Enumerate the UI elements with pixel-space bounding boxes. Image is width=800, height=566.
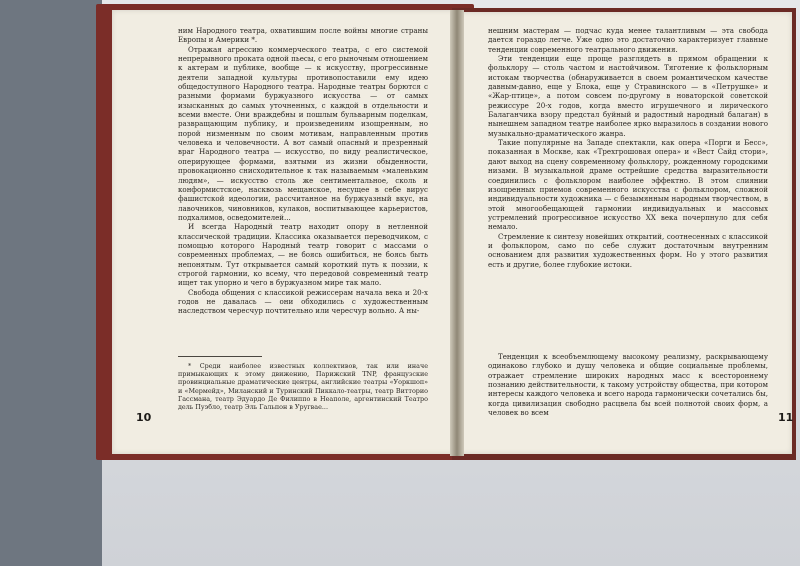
right-page-text (488, 26, 768, 269)
left-paragraph: Отражая агрессию коммерческого театра, с его системой непрерывного проката одной пьесы, с его рыночным отношением к актерам и публике, вообще — к искусству, прогрессивные деятели западной культуры противопоставили ему идею общедоступного Народного театра. Народные театры борются с разными формами буржуазного искусства — от самых изысканных до самых уточненных, с каждой в отдельности и всеми вместе. Они враждебны и пошлым бульварным поделкам, развращающим публику, и произведениям изощренным, но порой низменным по своим мотивам, направленным против человека и человечности. А вот самый опасный и презренный враг Народного театра — искусство, по виду реалистическое, оперирующее формами, взятыми из жизни обыденности, провокационно снисходительное к так называемым «маленьким людям», — искусство столь же сентиментальное, сколь и конформистское, насквозь мещанское, несущее в себе вирус фашистской идеологии, рассчитанное на буржуазный вкус, на лавочников, чиновников, кулаков, воспитывающее карьеристов, подхалимов, осведомителей... (178, 44, 428, 222)
left-page-text (178, 26, 428, 316)
right-page-section-2 (488, 352, 768, 417)
footnote (178, 362, 428, 411)
scanner-edge (0, 0, 102, 566)
page-number-right: 11 (778, 411, 794, 424)
right-paragraph: Тенденция к всеобъемлющему высокому реализму, раскрывающему одинаково глубоко и душу человека и общие социальные проблемы, отражает стремление широких народных масс к всестороннему познанию действительности, к такому устройству общества, при котором интересы каждого человека и всего народа гармонически сочетались бы, когда цивилизация свободно расцвела бы всей полнотой своих форм, а человек во всем (488, 352, 768, 418)
footnote-rule (178, 356, 262, 357)
page-number-left: 10 (136, 411, 152, 424)
footnote-text: * Среди наиболее известных коллективов, так или иначе примыкающих к этому движению, Парижский TNP, французские провинциальные драматические центры, английские театры «Уоркшоп» и «Мермейд», Миланский и Туринский Пиккало-театры, театр Витторио Гассмана, театр Эдуардо Де Филиппо в Неаполе, аргентинский Театро дель Пуэбло, театр Эль Гальпон в Уругвае... (178, 362, 428, 412)
right-paragraph: Стремление к синтезу новейших открытий, соотнесенных с классикой и фольклором, само по себе служит достаточным внутренним основанием для развития художественных форм. Но у этого развития есть и другие, более глубокие истоки. (488, 231, 768, 269)
left-paragraph: ним Народного театра, охватившим после войны многие страны Европы и Америки *. (178, 26, 428, 45)
book-gutter (450, 10, 464, 456)
left-paragraph: Свобода общения с классикой режиссерам начала века и 20-х годов не давалась — они обходились с художественным наследством чересчур почтительно или чересчур вольно. А ны- (178, 287, 428, 316)
left-paragraph: И всегда Народный театр находит опору в нетленной классической традиции. Классика оказывается переводчиком, с помощью которого Народный театр говорит с массами о современных проблемах, — не боясь ошибиться, не боясь быть непонятым. Тут открывается самый короткий путь к поэзии, к строгой гармонии, ко всему, что передовой современный театр ищет так упорно и чего в буржуазном мире так мало. (178, 222, 428, 288)
right-paragraph: нешним мастерам — подчас куда менее талантливым — эта свобода дается гораздо легче. Уже одно это достаточно характеризует главные тенденции современного театрального движения. (488, 26, 768, 54)
right-paragraph: Такие популярные на Западе спектакли, как опера «Порги и Бесс», показанная в Москве, как «Трехгрошовая опера» и «Вест Сайд стори», дают выход на сцену современному фольклору, рожденному городскими низами. В музыкальной драме острейшие средства выразительности соединились с фольклором наиболее эффектно. В этом слиянии изощренных приемов современного искусства с фольклором, сложной индивидуальности художника — с безымянным народным творчеством, в этой многообещающей гармонии индивидуальных и массовых устремлений прогрессивное искусство XX века почерпнуло для себя немало. (488, 138, 768, 232)
right-paragraph: Эти тенденции еще проще разглядеть в прямом обращении к фольклору — столь частом и настойчивом. Тяготение к фольклорным истокам творчества (обнаруживается в своем романтическом качестве давным-давно, еще у Блока, еще у Стравинского — в «Петрушке» и «Жар-птице», а потом совсем по-другому в новаторской советской режиссуре 20-х годов, когда вместо игрушечного и лирического Балаганчика взору предстал буйный и радостный народный балаган) в нынешнем западном театре наиболее ярко выразилось в создании нового музыкально-драматического жанра. (488, 54, 768, 138)
